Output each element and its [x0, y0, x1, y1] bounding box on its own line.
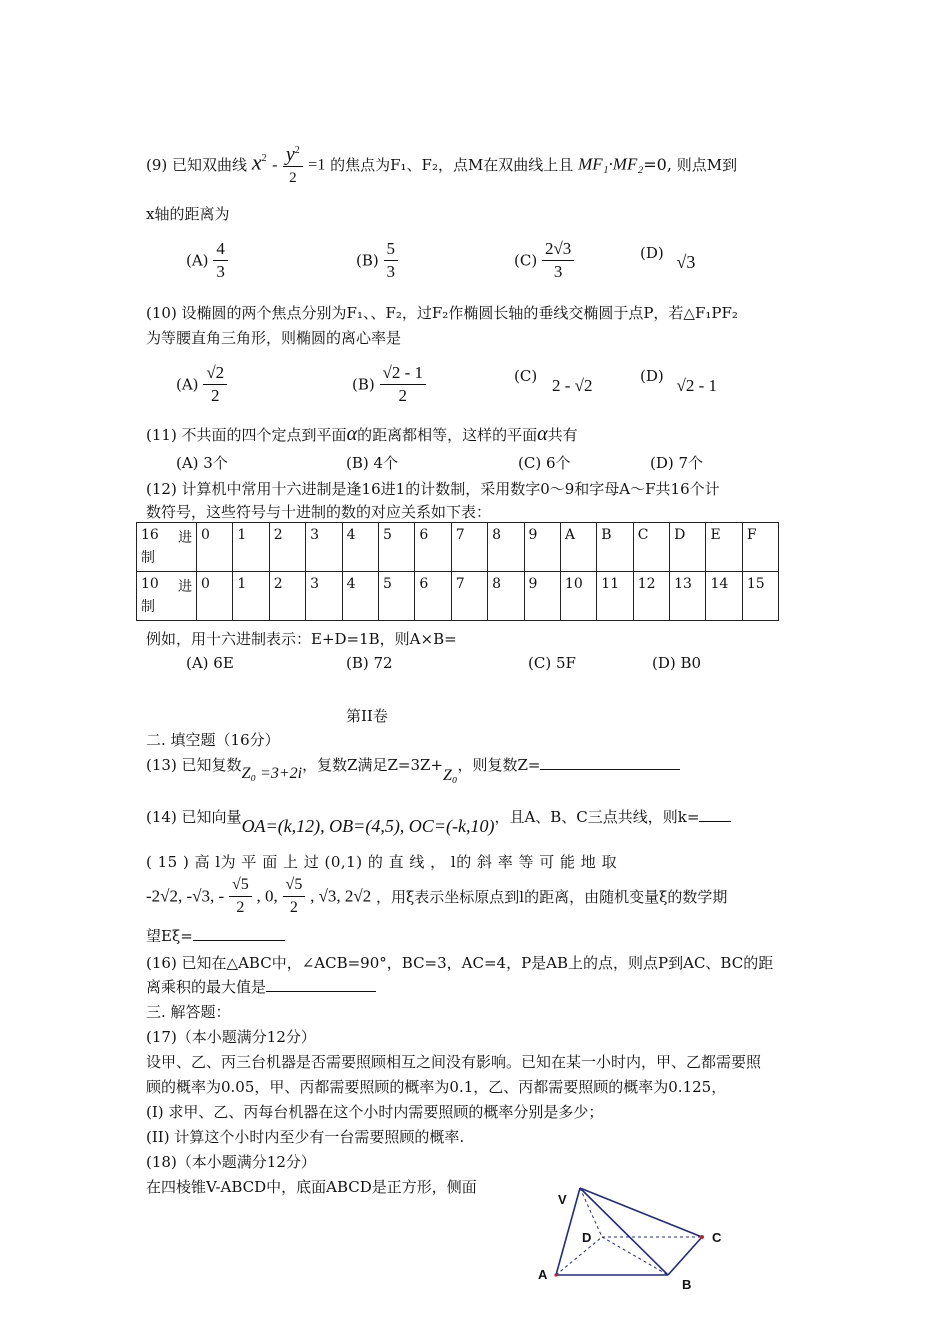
q9-option-b-num: 5: [384, 238, 399, 261]
q9-line2: x轴的距离为: [146, 205, 230, 223]
q15-line3: [146, 925, 285, 946]
q14-prefix: (14) 已知向量: [146, 808, 242, 826]
edge-bc: [668, 1237, 702, 1275]
table-cell: 3: [306, 572, 342, 621]
q14-vector-expression: OA=(k,12), OB=(4,5), OC=(-k,10): [241, 816, 495, 836]
q12-line1: (12) 计算机中常用十六进制是逢16进1的计数制，采用数字0～9和字母A～F共16个计: [146, 480, 720, 498]
q10-line2: 为等腰直角三角形，则椭圆的离心率是: [146, 329, 402, 347]
q9-eq-y: y: [285, 143, 295, 166]
table-cell: 2: [269, 572, 305, 621]
q10-option-c-value: 2 - √2: [551, 376, 593, 395]
q16-line1: (16) 已知在△ABC中，∠ACB=90°，BC=3，AC=4，P是AB上的点，则点P到AC、BC的距: [146, 954, 774, 972]
q12-option-d: (D) B0: [652, 654, 702, 672]
q9-option-b-den: 3: [386, 262, 396, 281]
table-cell: D: [670, 523, 706, 572]
q10-option-b-num: √2 - 1: [380, 362, 427, 385]
q14-line: [146, 806, 731, 836]
q9-option-a: [186, 238, 228, 283]
q14-suffix: ，且A、B、C三点共线，则k=: [494, 808, 700, 826]
table-cell: 14: [706, 572, 742, 621]
table-cell: 0: [197, 523, 233, 572]
q9-dot-rhs: =0,: [643, 154, 672, 174]
q14-answer-blank: [699, 821, 731, 822]
q10-option-b-label: (B): [352, 375, 375, 394]
q10-option-d: [640, 366, 718, 395]
q15-seq-c: , √3, 2√2: [310, 886, 372, 906]
q15-frac2-num: √5: [283, 874, 306, 897]
q15-frac1-den: 2: [236, 899, 245, 916]
table-cell: 12: [633, 572, 669, 621]
q11-option-d: (D) 7个: [650, 454, 704, 472]
q9-option-d-label: (D): [640, 244, 664, 262]
q15-line1: ( 15 ) 高 l为 平 面 上 过 (0,1) 的 直 线 ， l的 斜 率 等 可 能 地 取: [146, 853, 618, 871]
table-cell: 7: [451, 572, 487, 621]
q10-option-a: [176, 362, 227, 407]
hex-head-c: 制: [141, 550, 155, 566]
q9-option-a-den: 3: [216, 262, 225, 281]
section2-heading: 二. 填空题（16分）: [146, 731, 280, 749]
q10-option-b-den: 2: [398, 386, 408, 405]
table-row-dec: [137, 572, 779, 621]
q13-mid: ，复数Z满足Z=3Z+: [302, 756, 444, 774]
q9-suffix: 则点M到: [676, 155, 738, 174]
hex-decimal-table: [136, 522, 779, 621]
q10-line1: (10) 设椭圆的两个焦点分别为F₁、、F₂，过F₂作椭圆长轴的垂线交椭圆于点P，若△F₁PF₂: [146, 304, 738, 322]
q9-option-b: [356, 238, 398, 283]
table-cell: 9: [524, 572, 560, 621]
q9-option-c-label: (C): [514, 251, 538, 270]
q13-z0-expression: Z₀ =3+2i: [241, 765, 303, 782]
hex-head-a: 16: [141, 527, 159, 543]
q9-eq-x-exp: 2: [261, 153, 267, 165]
q11-text-a: (11) 不共面的四个定点到平面: [146, 426, 347, 444]
part2-title: 第II卷: [346, 707, 388, 725]
q9-eq-den: 2: [289, 169, 297, 186]
table-cell: E: [706, 523, 742, 572]
table-cell: 6: [415, 523, 451, 572]
q13-answer-blank: [540, 769, 680, 770]
table-cell: 7: [451, 523, 487, 572]
q10-option-a-num: √2: [203, 362, 227, 385]
table-cell: 15: [742, 572, 778, 621]
table-cell: B: [597, 523, 633, 572]
q15-line2-text: ，用ξ表示坐标原点到l的距离，由随机变量ξ的数学期: [376, 888, 728, 906]
q13-prefix: (13) 已知复数: [146, 756, 242, 774]
q12-option-a: (A) 6E: [186, 654, 234, 672]
q9-line1: [146, 140, 737, 189]
q9-option-a-num: 4: [213, 238, 228, 261]
section3-heading: 三. 解答题：: [146, 1003, 231, 1021]
vertex-label-c: C: [712, 1230, 722, 1245]
q16-answer-blank: [266, 991, 376, 992]
q15-seq-b: , 0,: [256, 886, 278, 906]
vertex-label-a: A: [538, 1267, 548, 1282]
table-cell: 9: [524, 523, 560, 572]
table-cell: F: [742, 523, 778, 572]
vertex-label-d: D: [582, 1230, 592, 1245]
table-cell: 1: [233, 572, 269, 621]
table-cell: 2: [269, 523, 305, 572]
table-cell: 0: [197, 572, 233, 621]
q9-hyperbola-equation: [252, 140, 326, 189]
q9-option-d: [640, 242, 696, 272]
q12-option-b: (B) 72: [346, 654, 393, 672]
q11-alpha-1: α: [346, 423, 358, 445]
q10-option-d-value: √2 - 1: [676, 376, 718, 395]
q9-eq-minus: -: [272, 156, 278, 174]
table-cell: A: [560, 523, 596, 572]
q9-mid: 的焦点为F₁、F₂，点M在双曲线上且: [330, 155, 574, 174]
table-row-hex: [137, 523, 779, 572]
q10-option-a-den: 2: [211, 386, 220, 405]
q12-example: 例如，用十六进制表示：E+D=1B，则A×B=: [146, 630, 457, 648]
table-head-hex: [137, 523, 197, 572]
q17-line1: 设甲、乙、丙三台机器是否需要照顾相互之间没有影响。已知在某一小时内，甲、乙都需要照: [146, 1053, 762, 1071]
q9-option-a-label: (A): [186, 251, 209, 270]
table-cell: C: [633, 523, 669, 572]
q11-option-a: (A) 3个: [176, 454, 228, 472]
table-cell: 4: [342, 523, 378, 572]
q17-header: (17)（本小题满分12分）: [146, 1028, 316, 1046]
q10-option-c-label: (C): [514, 367, 538, 385]
q11-option-c: (C) 6个: [518, 454, 571, 472]
q15-seq-a: -2√2, -√3, -: [146, 886, 225, 906]
q11-alpha-2: α: [537, 423, 548, 445]
q10-option-c: [514, 366, 593, 395]
q16-line2-text: 离乘积的最大值是: [146, 978, 267, 996]
vertex-label-b: B: [682, 1277, 692, 1292]
q9-eq-x: x: [251, 149, 262, 175]
table-cell: 4: [342, 572, 378, 621]
q9-eq-y-exp: 2: [294, 145, 300, 156]
q10-option-a-label: (A): [176, 375, 199, 394]
table-cell: 3: [306, 523, 342, 572]
table-cell: 10: [560, 572, 596, 621]
q15-frac1-num: √5: [229, 874, 252, 897]
q17-part2: (II) 计算这个小时内至少有一台需要照顾的概率.: [146, 1128, 465, 1146]
q13-suffix: ，则复数Z=: [457, 756, 541, 774]
table-cell: 5: [378, 523, 414, 572]
q9-dot-expression: MF₁·MF₂: [578, 154, 644, 174]
table-cell: 1: [233, 523, 269, 572]
hex-head-b: 进: [178, 530, 192, 546]
q9-option-c-num: 2√3: [542, 238, 574, 261]
q17-part1: (I) 求甲、乙、丙每台机器在这个小时内需要照顾的概率分别是多少；: [146, 1103, 604, 1121]
pyramid-figure: [520, 1176, 730, 1296]
table-cell: 13: [670, 572, 706, 621]
q13-z0-conjugate: Z₀: [443, 767, 458, 784]
dec-head-a: 10: [141, 576, 159, 592]
vertex-label-v: V: [558, 1192, 567, 1207]
q11-text-b: 的距离都相等，这样的平面: [357, 426, 538, 444]
vertex-c-dot: [700, 1235, 704, 1239]
q11-text-c: 共有: [547, 426, 578, 444]
q16-line2: [146, 976, 376, 997]
q9-eq-rhs: =1: [308, 156, 326, 174]
q9-prefix: (9) 已知双曲线: [146, 155, 248, 174]
q9-option-c: [514, 238, 574, 283]
table-cell: 6: [415, 572, 451, 621]
dec-head-c: 制: [141, 599, 155, 615]
table-cell: 11: [597, 572, 633, 621]
q11-option-b: (B) 4个: [346, 454, 399, 472]
q12-line2: 数符号，这些符号与十进制的数的对应关系如下表：: [146, 503, 492, 521]
dec-head-b: 进: [178, 579, 192, 595]
q9-option-d-value: √3: [676, 252, 696, 272]
vertex-a-dot: [554, 1273, 557, 1276]
q17-line2: 顾的概率为0.05，甲、丙都需要照顾的概率为0.1，乙、丙都需要照顾的概率为0.125，: [146, 1078, 727, 1096]
table-cell: 8: [488, 523, 524, 572]
table-cell: 5: [378, 572, 414, 621]
q9-option-b-label: (B): [356, 251, 379, 270]
q9-option-c-den: 3: [553, 262, 563, 281]
q11-line1: [146, 423, 578, 446]
q10-option-b: [352, 362, 426, 407]
edge-vc: [580, 1188, 702, 1237]
edge-vb: [580, 1188, 668, 1275]
q10-option-d-label: (D): [640, 367, 664, 385]
table-head-dec: [137, 572, 197, 621]
q12-option-c: (C) 5F: [528, 654, 576, 672]
q15-line3-text: 望Eξ=: [146, 927, 193, 945]
edge-ad-hidden: [556, 1237, 602, 1275]
q15-line2: [146, 874, 727, 919]
table-cell: 8: [488, 572, 524, 621]
q18-header: (18)（本小题满分12分）: [146, 1153, 316, 1171]
q18-line1: 在四棱锥V-ABCD中，底面ABCD是正方形，侧面: [146, 1178, 477, 1196]
q15-answer-blank: [193, 940, 285, 941]
q15-frac2-den: 2: [289, 899, 298, 916]
q13-line: [146, 754, 680, 784]
